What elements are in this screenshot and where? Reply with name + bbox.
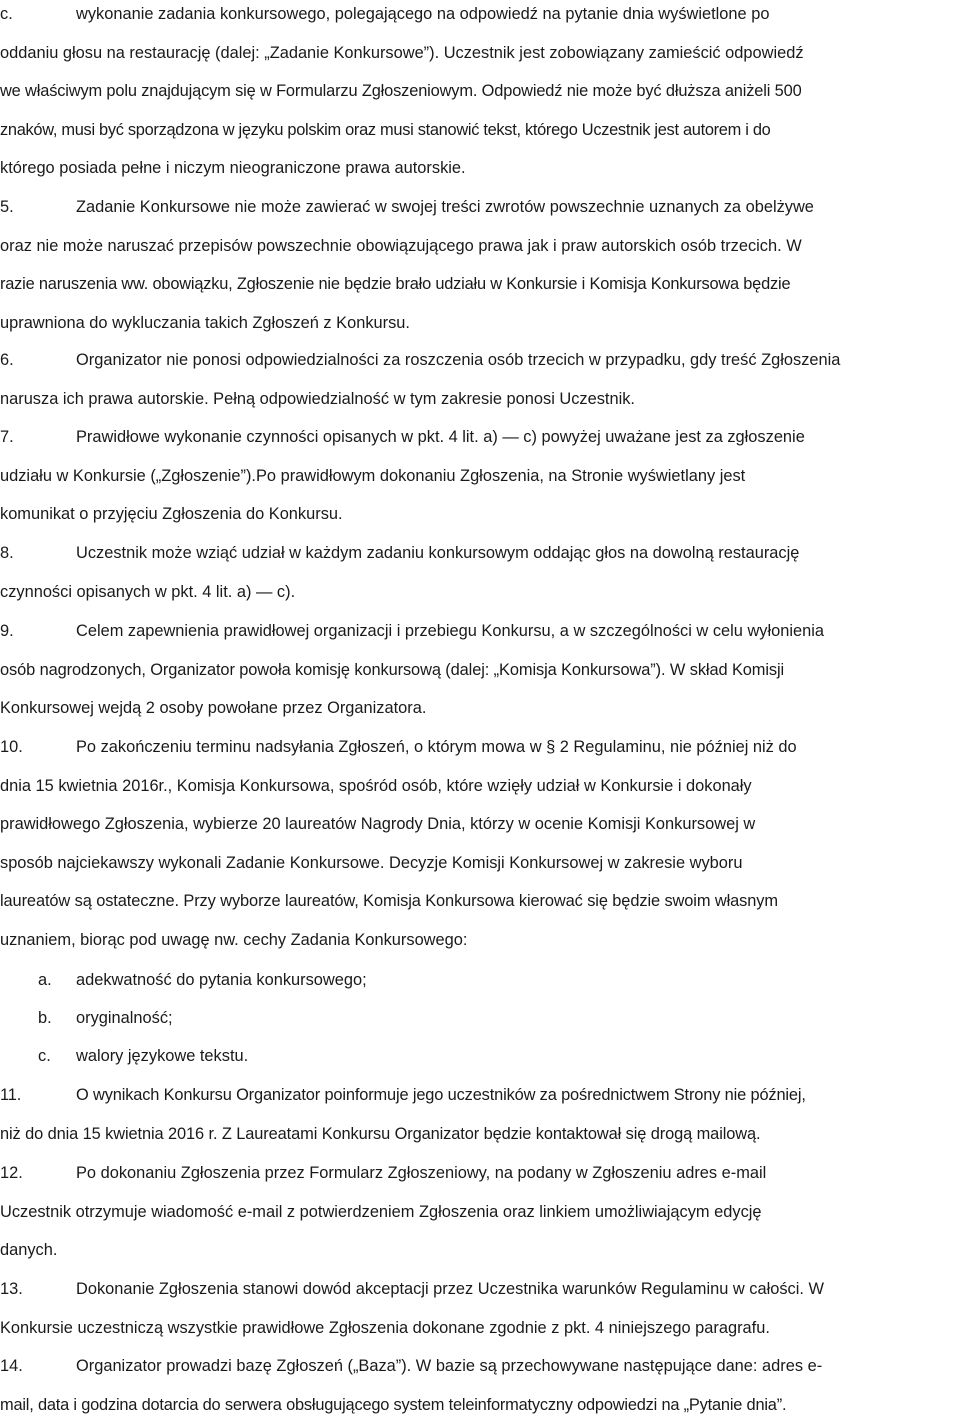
criteria-letter: b.: [38, 1009, 52, 1027]
paragraph-line: czynności opisanych w pkt. 4 lit. a) — c).: [0, 582, 296, 601]
paragraph-line: komunikat o przyjęciu Zgłoszenia do Konkursu.: [0, 505, 343, 524]
paragraph-11: [0, 1076, 960, 1153]
paragraph-line: Organizator prowadzi bazę Zgłoszeń („Baza”). W bazie są przechowywane następujące dane: adres e-: [76, 1357, 823, 1375]
paragraph-line: Prawidłowe wykonanie czynności opisanych w pkt. 4 lit. a) — c) powyżej uważane jest za zgłoszenie: [76, 428, 805, 446]
paragraph-line: udziału w Konkursie („Zgłoszenie”).Po prawidłowym dokonaniu Zgłoszenia, na Stronie wyświetlany jest: [0, 466, 746, 485]
paragraph-14: [0, 1347, 960, 1420]
paragraph-line: Po dokonaniu Zgłoszenia przez Formularz Zgłoszeniowy, na podany w Zgłoszeniu adres e-mail: [76, 1164, 767, 1182]
criteria-item-a: [0, 961, 960, 1000]
paragraph-line: oraz nie może naruszać przepisów powszechnie obowiązującego prawa jak i praw autorskich osób trzecich. W: [0, 236, 802, 255]
paragraph-9: [0, 612, 960, 728]
paragraph-line: którego posiada pełne i niczym nieograniczone prawa autorskie.: [0, 159, 466, 178]
paragraph-line: laureatów są ostateczne. Przy wyborze laureatów, Komisja Konkursowa kierować się będzie swoim własnym: [0, 892, 778, 911]
paragraph-line: Konkursowej wejdą 2 osoby powołane przez Organizatora.: [0, 699, 427, 718]
paragraph-line: Uczestnik otrzymuje wiadomość e-mail z potwierdzeniem Zgłoszenia oraz linkiem umożliwiającym edycję: [0, 1202, 762, 1221]
paragraph-line: Uczestnik może wziąć udział w każdym zadaniu konkursowym oddając głos na dowolną restaurację: [76, 544, 800, 562]
paragraph-line: Konkursie uczestniczą wszystkie prawidłowe Zgłoszenia dokonane zgodnie z pkt. 4 niniejszego paragrafu.: [0, 1318, 770, 1337]
paragraph-number: 6.: [0, 351, 14, 369]
paragraph-line: oddaniu głosu na restaurację (dalej: „Zadanie Konkursowe”). Uczestnik jest zobowiązany zamieścić odpowiedź: [0, 43, 804, 62]
paragraph-line: wykonanie zadania konkursowego, polegającego na odpowiedź na pytanie dnia wyświetlone po: [76, 5, 770, 23]
paragraph-line: sposób najciekawszy wykonali Zadanie Konkursowe. Decyzje Komisji Konkursowej w zakresie wyboru: [0, 853, 743, 872]
criteria-text: oryginalność;: [76, 1009, 173, 1027]
paragraph-c: [0, 0, 960, 188]
paragraph-line: Zadanie Konkursowe nie może zawierać w swojej treści zwrotów powszechnie uznanych za obelżywe: [76, 198, 814, 216]
paragraph-line: osób nagrodzonych, Organizator powoła komisję konkursową (dalej: „Komisja Konkursowa”). W skład Komisji: [0, 660, 785, 679]
paragraph-number: 7.: [0, 428, 14, 446]
paragraph-number: 12.: [0, 1164, 23, 1182]
paragraph-line: dnia 15 kwietnia 2016r., Komisja Konkursowa, spośród osób, które wzięły udział w Konkursie i dokonały: [0, 776, 752, 795]
paragraph-line: mail, data i godzina dotarcia do serwera obsługującego system teleinformatyczny odpowiedzi na „Pytanie dnia”.: [0, 1395, 787, 1414]
paragraph-line: razie naruszenia ww. obowiązku, Zgłoszenie nie będzie brało udziału w Konkursie i Komisja Konkursowa będzie: [0, 275, 791, 294]
paragraph-line: Dokonanie Zgłoszenia stanowi dowód akceptacji przez Uczestnika warunków Regulaminu w całości. W: [76, 1280, 824, 1298]
paragraph-line: danych.: [0, 1241, 58, 1260]
paragraph-line: we właściwym polu znajdującym się w Formularzu Zgłoszeniowym. Odpowiedź nie może być dłuższa aniżeli 500: [0, 82, 802, 101]
criteria-text: adekwatność do pytania konkursowego;: [76, 971, 367, 989]
paragraph-line: Celem zapewnienia prawidłowej organizacji i przebiegu Konkursu, a w szczególności w celu wyłonienia: [76, 622, 824, 640]
paragraph-number: 10.: [0, 738, 23, 756]
criteria-letter: c.: [38, 1047, 51, 1065]
paragraph-line: Organizator nie ponosi odpowiedzialności za roszczenia osób trzecich w przypadku, gdy treść Zgłoszenia: [76, 351, 841, 369]
paragraph-number: 9.: [0, 622, 14, 640]
paragraph-6: [0, 341, 960, 418]
paragraph-line: narusza ich prawa autorskie. Pełną odpowiedzialność w tym zakresie ponosi Uczestnik.: [0, 389, 635, 408]
paragraph-10: [0, 728, 960, 960]
paragraph-number: c.: [0, 5, 13, 23]
paragraph-line: znaków, musi być sporządzona w języku polskim oraz musi stanowić tekst, którego Uczestnik jest autorem i do: [0, 120, 771, 139]
paragraph-line: prawidłowego Zgłoszenia, wybierze 20 laureatów Nagrody Dnia, którzy w ocenie Komisji Konkursowej w: [0, 815, 756, 834]
paragraph-line: uprawniona do wykluczania takich Zgłoszeń z Konkursu.: [0, 313, 410, 332]
criteria-letter: a.: [38, 971, 52, 989]
criteria-item-b: [0, 999, 960, 1038]
paragraph-8: [0, 534, 960, 611]
paragraph-7: [0, 418, 960, 534]
paragraph-13: [0, 1270, 960, 1347]
paragraph-line: uznaniem, biorąc pod uwagę nw. cechy Zadania Konkursowego:: [0, 930, 468, 949]
paragraph-number: 14.: [0, 1357, 23, 1375]
criteria-text: walory językowe tekstu.: [76, 1047, 249, 1065]
paragraph-5: [0, 188, 960, 342]
paragraph-12: [0, 1154, 960, 1270]
paragraph-line: O wynikach Konkursu Organizator poinformuje jego uczestników za pośrednictwem Strony nie później,: [76, 1086, 806, 1104]
criteria-item-c: [0, 1037, 960, 1076]
paragraph-number: 13.: [0, 1280, 23, 1298]
paragraph-line: niż do dnia 15 kwietnia 2016 r. Z Laureatami Konkursu Organizator będzie kontaktował się drogą mailową.: [0, 1124, 761, 1143]
paragraph-number: 11.: [0, 1086, 22, 1104]
paragraph-number: 5.: [0, 198, 14, 216]
paragraph-number: 8.: [0, 544, 14, 562]
paragraph-line: Po zakończeniu terminu nadsyłania Zgłoszeń, o którym mowa w § 2 Regulaminu, nie później niż do: [76, 738, 797, 756]
